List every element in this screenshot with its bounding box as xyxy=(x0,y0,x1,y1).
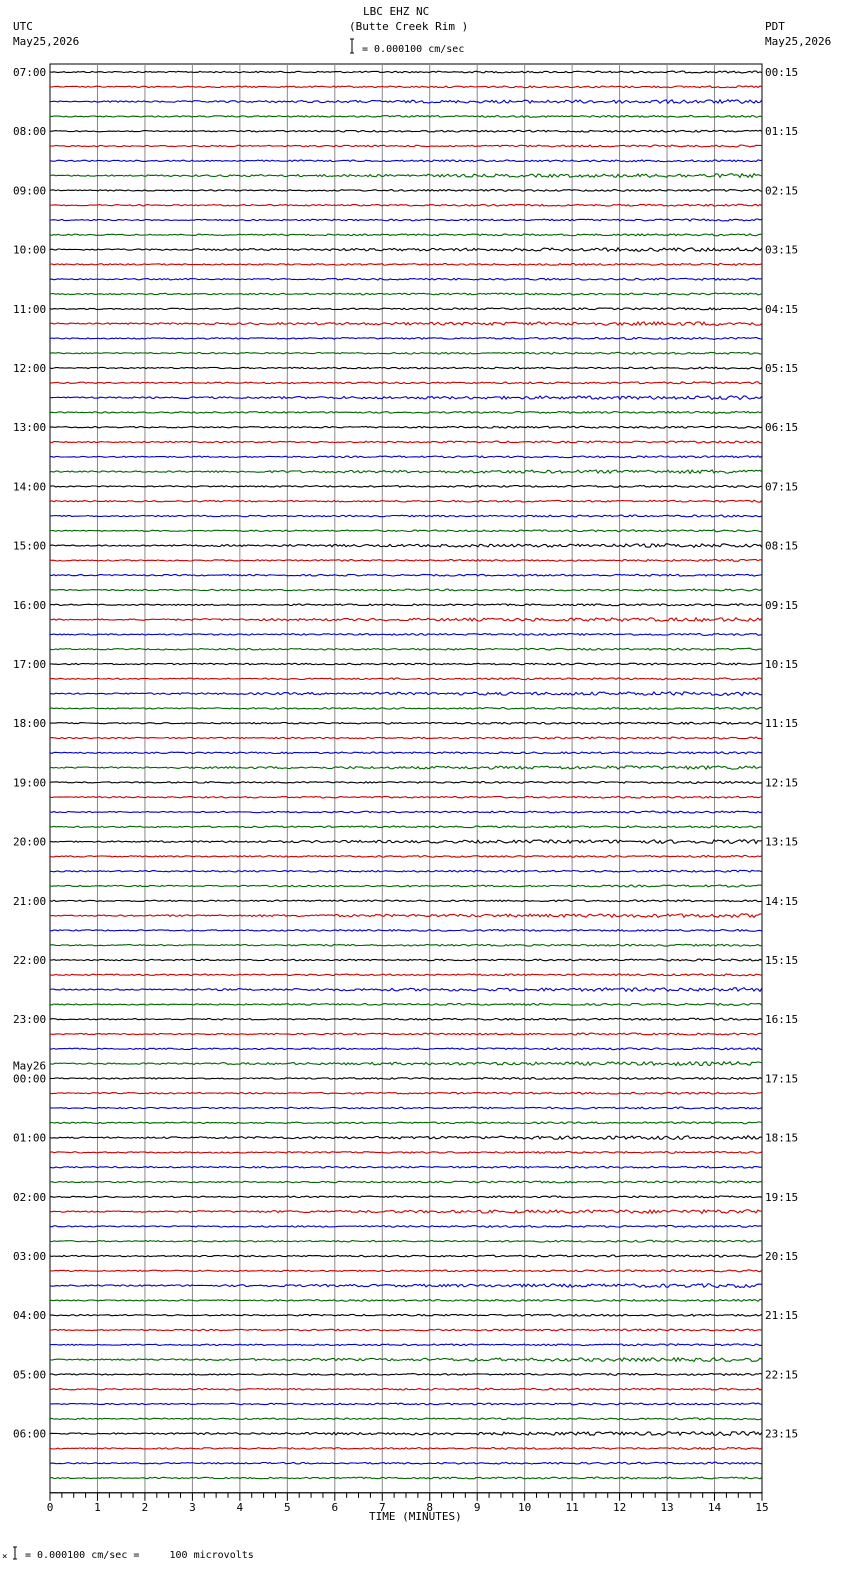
seismic-trace xyxy=(50,500,762,502)
seismic-trace xyxy=(50,988,762,992)
seismic-trace xyxy=(50,485,762,487)
seismic-trace xyxy=(50,1048,762,1050)
pdt-hour-label: 08:15 xyxy=(765,539,799,553)
seismic-trace xyxy=(50,574,762,576)
seismic-trace xyxy=(50,1255,762,1257)
x-tick-label: 6 xyxy=(331,1500,339,1514)
seismic-trace xyxy=(50,974,762,976)
seismic-trace xyxy=(50,1373,762,1375)
day-change-label: May26 xyxy=(13,1059,47,1073)
seismic-trace xyxy=(50,959,762,961)
seismic-trace xyxy=(50,678,762,680)
pdt-hour-label: 03:15 xyxy=(765,243,799,257)
seismic-trace xyxy=(50,263,762,265)
seismic-trace xyxy=(50,692,762,696)
seismic-trace xyxy=(50,130,762,132)
seismic-trace xyxy=(50,71,762,73)
utc-hour-label: 20:00 xyxy=(13,835,47,849)
seismic-trace xyxy=(50,914,762,918)
utc-hour-label: 13:00 xyxy=(13,421,47,435)
seismic-trace xyxy=(50,634,762,636)
seismic-trace xyxy=(50,189,762,191)
seismic-trace xyxy=(50,1240,762,1242)
seismic-trace xyxy=(50,337,762,339)
seismic-trace xyxy=(50,811,762,813)
utc-hour-label: 09:00 xyxy=(13,184,47,198)
x-tick-label: 3 xyxy=(189,1500,196,1514)
seismic-trace xyxy=(50,1136,762,1140)
seismic-trace xyxy=(50,648,762,650)
pdt-hour-label: 10:15 xyxy=(765,658,799,671)
pdt-hour-label: 01:15 xyxy=(765,125,799,139)
seismic-trace xyxy=(50,1196,762,1198)
seismic-trace xyxy=(50,1284,762,1288)
seismic-trace xyxy=(50,441,762,443)
pdt-hour-label: 11:15 xyxy=(765,717,799,731)
seismic-trace xyxy=(50,115,762,117)
seismic-trace xyxy=(50,1403,762,1405)
seismic-trace xyxy=(50,900,762,902)
seismic-trace xyxy=(50,145,762,147)
utc-hour-label: 04:00 xyxy=(13,1309,47,1323)
seismic-trace xyxy=(50,1432,762,1436)
utc-hour-label: 02:00 xyxy=(13,1190,47,1204)
seismic-trace xyxy=(50,1447,762,1449)
utc-hour-label: 07:00 xyxy=(13,66,47,79)
seismic-trace xyxy=(50,870,762,872)
footer-scale: = 0.000100 cm/sec = 100 microvolts xyxy=(25,1550,254,1561)
seismic-trace xyxy=(50,782,762,784)
pdt-hour-label: 15:15 xyxy=(765,954,799,967)
utc-hour-label: 01:00 xyxy=(13,1131,47,1145)
seismic-trace xyxy=(50,1033,762,1035)
seismic-trace xyxy=(50,944,762,946)
seismic-trace xyxy=(50,204,762,206)
utc-hour-label: 16:00 xyxy=(13,598,47,612)
scale-legend: = 0.000100 cm/sec xyxy=(362,44,465,55)
seismic-trace xyxy=(50,1166,762,1168)
left-date: May25,2026 xyxy=(13,35,80,48)
seismic-trace xyxy=(50,174,762,178)
seismic-trace xyxy=(50,722,762,724)
utc-hour-label: 11:00 xyxy=(13,302,47,316)
pdt-hour-label: 13:15 xyxy=(765,835,799,849)
x-tick-label: 12 xyxy=(612,1500,627,1514)
pdt-hour-label: 17:15 xyxy=(765,1072,799,1086)
x-tick-label: 2 xyxy=(141,1500,149,1514)
x-tick-label: 11 xyxy=(565,1500,579,1514)
pdt-hour-label: 05:15 xyxy=(765,362,799,375)
pdt-hour-label: 14:15 xyxy=(765,894,799,908)
utc-hour-label: 05:00 xyxy=(13,1368,47,1382)
pdt-hour-label: 21:15 xyxy=(765,1309,799,1323)
seismic-trace xyxy=(50,396,762,400)
x-tick-label: 13 xyxy=(660,1500,674,1514)
x-tick-label: 5 xyxy=(284,1500,291,1514)
seismic-trace xyxy=(50,663,762,665)
footer-marker-icon: × xyxy=(2,1552,8,1562)
seismic-trace xyxy=(50,885,762,887)
pdt-hour-label: 23:15 xyxy=(765,1427,799,1441)
seismic-trace xyxy=(50,1299,762,1301)
seismic-trace xyxy=(50,604,762,606)
seismic-trace xyxy=(50,322,762,326)
pdt-hour-label: 04:15 xyxy=(765,302,799,316)
utc-hour-label: 10:00 xyxy=(13,243,47,257)
seismic-trace xyxy=(50,930,762,932)
seismic-trace xyxy=(50,308,762,310)
utc-hour-label: 00:00 xyxy=(13,1072,47,1086)
seismic-trace xyxy=(50,1388,762,1390)
seismic-trace xyxy=(50,1226,762,1228)
seismic-trace xyxy=(50,752,762,754)
x-tick-label: 0 xyxy=(46,1500,54,1514)
pdt-hour-label: 12:15 xyxy=(765,776,799,790)
pdt-hour-label: 18:15 xyxy=(765,1131,799,1145)
utc-hour-label: 21:00 xyxy=(13,894,47,908)
right-date: May25,2026 xyxy=(765,35,832,48)
seismic-trace xyxy=(50,618,762,622)
x-tick-label: 8 xyxy=(426,1500,434,1514)
utc-hour-label: 06:00 xyxy=(13,1427,47,1441)
x-tick-label: 10 xyxy=(518,1500,532,1514)
seismic-trace xyxy=(50,530,762,532)
pdt-hour-label: 20:15 xyxy=(765,1250,799,1263)
seismic-trace xyxy=(50,278,762,280)
x-tick-label: 15 xyxy=(755,1500,769,1514)
seismic-trace xyxy=(50,707,762,709)
seismic-trace xyxy=(50,855,762,857)
seismic-trace xyxy=(50,86,762,88)
seismic-trace xyxy=(50,248,762,252)
pdt-hour-label: 09:15 xyxy=(765,598,799,612)
utc-hour-label: 14:00 xyxy=(13,480,47,494)
station-location: (Butte Creek Rim ) xyxy=(349,20,469,33)
seismic-trace xyxy=(50,411,762,413)
seismic-trace xyxy=(50,456,762,458)
utc-hour-label: 17:00 xyxy=(13,658,47,671)
seismic-trace xyxy=(50,470,762,474)
seismic-trace xyxy=(50,234,762,236)
x-tick-label: 7 xyxy=(378,1500,386,1514)
seismic-trace xyxy=(50,515,762,517)
pdt-hour-label: 06:15 xyxy=(765,421,799,435)
seismic-trace xyxy=(50,426,762,428)
seismic-trace xyxy=(50,352,762,354)
seismic-trace xyxy=(50,100,762,104)
seismic-trace xyxy=(50,589,762,591)
seismic-trace xyxy=(50,826,762,828)
station-title: LBC EHZ NC xyxy=(363,5,430,18)
seismic-trace xyxy=(50,559,762,561)
seismic-trace xyxy=(50,766,762,770)
seismic-trace xyxy=(50,1122,762,1124)
utc-hour-label: 12:00 xyxy=(13,362,47,375)
seismic-trace xyxy=(50,1092,762,1094)
seismic-trace xyxy=(50,1358,762,1362)
seismic-trace xyxy=(50,1210,762,1214)
utc-hour-label: 19:00 xyxy=(13,776,47,790)
seismic-trace xyxy=(50,1314,762,1316)
x-axis-label: TIME (MINUTES) xyxy=(369,1510,462,1523)
seismic-trace xyxy=(50,1462,762,1464)
utc-hour-label: 08:00 xyxy=(13,125,47,139)
utc-hour-label: 15:00 xyxy=(13,539,47,553)
seismic-trace xyxy=(50,737,762,739)
seismic-trace xyxy=(50,796,762,798)
pdt-hour-label: 16:15 xyxy=(765,1013,799,1027)
seismic-trace xyxy=(50,219,762,221)
x-tick-label: 9 xyxy=(473,1500,481,1514)
seismic-trace xyxy=(50,1418,762,1420)
seismic-trace xyxy=(50,1003,762,1005)
x-tick-label: 1 xyxy=(94,1500,101,1514)
right-timezone: PDT xyxy=(765,20,785,33)
pdt-hour-label: 19:15 xyxy=(765,1190,799,1204)
seismic-trace xyxy=(50,1329,762,1331)
seismic-trace xyxy=(50,1062,762,1066)
seismic-trace xyxy=(50,1344,762,1346)
seismic-trace xyxy=(50,382,762,384)
x-tick-label: 4 xyxy=(236,1500,244,1514)
pdt-hour-label: 00:15 xyxy=(765,66,799,79)
seismic-trace xyxy=(50,1477,762,1479)
utc-hour-label: 03:00 xyxy=(13,1250,47,1263)
seismic-trace xyxy=(50,1152,762,1154)
seismic-trace xyxy=(50,840,762,844)
seismic-trace xyxy=(50,367,762,369)
seismic-trace xyxy=(50,1270,762,1272)
seismic-trace xyxy=(50,1181,762,1183)
x-tick-label: 14 xyxy=(707,1500,722,1514)
utc-hour-label: 22:00 xyxy=(13,954,47,967)
seismic-trace xyxy=(50,1107,762,1109)
seismic-trace xyxy=(50,160,762,162)
seismic-trace xyxy=(50,293,762,295)
utc-hour-label: 23:00 xyxy=(13,1013,47,1027)
left-timezone: UTC xyxy=(13,20,33,33)
seismic-trace xyxy=(50,1018,762,1020)
pdt-hour-label: 02:15 xyxy=(765,184,799,198)
pdt-hour-label: 07:15 xyxy=(765,480,799,494)
seismic-trace xyxy=(50,1077,762,1079)
seismic-trace xyxy=(50,544,762,548)
utc-hour-label: 18:00 xyxy=(13,717,47,731)
pdt-hour-label: 22:15 xyxy=(765,1368,799,1382)
